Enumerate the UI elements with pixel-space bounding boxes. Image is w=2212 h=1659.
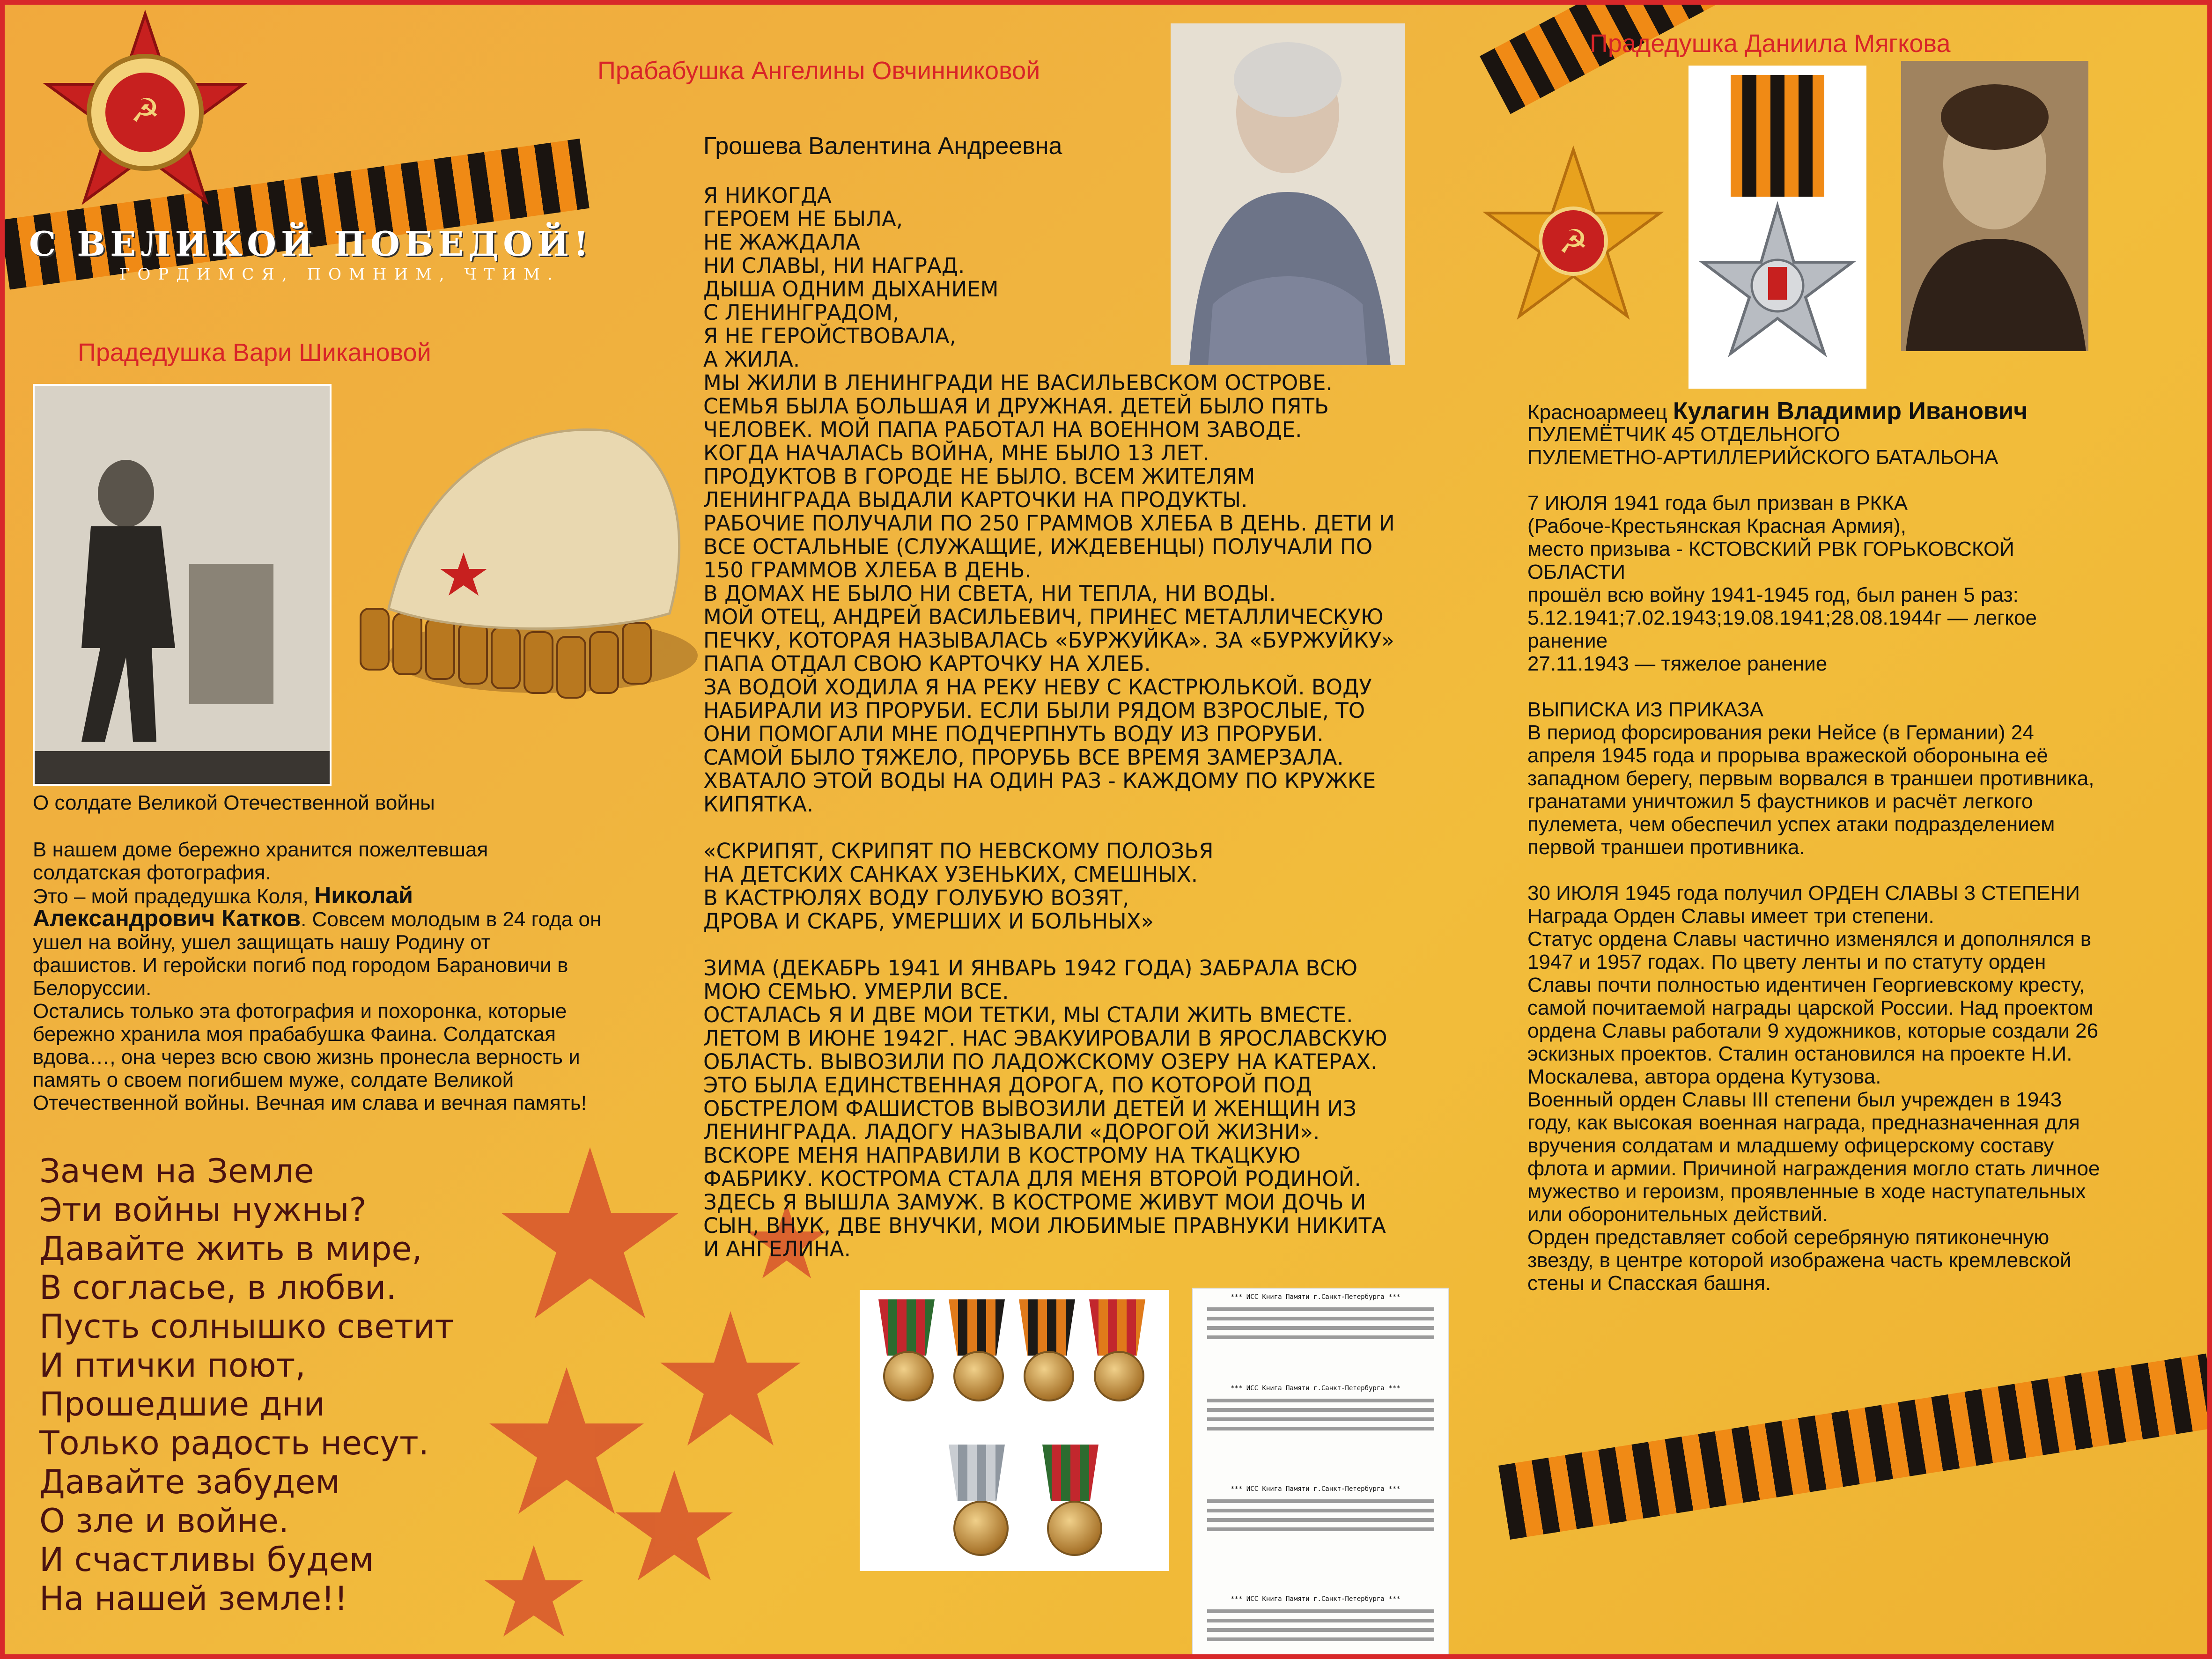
st-george-ribbon-bottom-right (1498, 1354, 2212, 1540)
right-story: ПУЛЕМЁТЧИК 45 ОТДЕЛЬНОГО ПУЛЕМЕТНО-АРТИЛЛЕРИЙСКОГО БАТАЛЬОНА 7 ИЮЛЯ 1941 года был призван в РККА (Рабоче-Крестьянская Красная Армия), место призыва - КСТОВСКИЙ РВК ГОРЬКОВСКОЙ ОБЛАСТИ прошёл всю войну 1941-1945 год, был ранен 5 раз: 5.12.1941;7.02.1943;19.08.1941;28.08.1944г — легкое ранение 27.11.1943 — тяжелое ранение ВЫПИСКА ИЗ ПРИКАЗА В период форсирования реки Нейсе (в Германии) 24 апреля 1945 года и прорыва вражеской оборонына её западном берегу, первым ворвался в траншеи противника, гранатами уничтожил 5 фаустников и расчёт легкого пулемета, чем обеспечил успех атаки подразделением первой траншеи противника. 30 ИЮЛЯ 1945 года получил ОРДЕН СЛАВЫ 3 СТЕПЕНИ Награда Орден Славы имеет три степени. Статус ордена Славы частично изменялся и дополнялся в 1947 и 1957 годах. По цвету ленты и по статуту орден Славы почти полностью идентичен Георгиевскому кресту, самой почитаемой награды царской России. Над проектом ордена Славы работали 9 художников, которые создали 26 эскизных проектов. Сталин остановился на проекте Н.И. Москалева, автора ордена Кутузова. Военный орден Славы III степени был учрежден в 1943 году, как высокая военная награда, предназначенная для вручения солдатам и младшему офицерскому составу флота и армии. Причиной награждения могло стать личное мужество и героизм, проявленные в ходе наступательных или оборонительных действий. Орден представляет собой серебряную пятиконечную звезду, в центре которой изображена часть кремлевской стены и Спасская башня. (1527, 423, 2100, 1295)
grandfather-name: Кулагин Владимир Иванович (1673, 398, 2028, 425)
medals-photo (860, 1290, 1169, 1571)
grandfather-portrait (1901, 61, 2088, 351)
order-of-glory-icon (1688, 66, 1866, 389)
memory-card-line (1207, 1399, 1434, 1402)
memory-card-line (1207, 1417, 1434, 1421)
soldier-figure (35, 386, 330, 784)
emblem-text (70, 42, 76, 43)
memory-book-sheet (1192, 1288, 1449, 1657)
memory-card-line (1207, 1408, 1434, 1412)
left-text-para2 (33, 884, 698, 908)
medal-ribbon-5 (949, 1445, 1005, 1501)
middle-story: Я НИКОГДА ГЕРОЕМ НЕ БЫЛА, НЕ ЖАЖДАЛА НИ СЛАВЫ, НИ НАГРАД. ДЫША ОДНИМ ДЫХАНИЕМ С ЛЕНИНГРАДОМ, Я НЕ ГЕРОЙСТВОВАЛА, А ЖИЛА. МЫ ЖИЛИ В ЛЕНИНГРАДИ НЕ ВАСИЛЬЕВСКОМ ОСТРОВЕ. СЕМЬЯ БЫЛА БОЛЬШАЯ И ДРУЖНАЯ. ДЕТЕЙ БЫЛО ПЯТЬ ЧЕЛОВЕК. МОЙ ПАПА РАБОТАЛ НА ВОЕННОМ ЗАВОДЕ. КОГДА НАЧАЛАСЬ ВОЙНА, МНЕ БЫЛО 13 ЛЕТ. ПРОДУКТОВ В ГОРОДЕ НЕ БЫЛО. ВСЕМ ЖИТЕЛЯМ ЛЕНИНГРАДА ВЫДАЛИ КАРТОЧКИ НА ПРОДУКТЫ. РАБОЧИЕ ПОЛУЧАЛИ ПО 250 ГРАММОВ ХЛЕБА В ДЕНЬ. ДЕТИ И ВСЕ ОСТАЛЬНЫЕ (СЛУЖАЩИЕ, ИЖДЕВЕНЦЫ) ПОЛУЧАЛИ ПО 150 ГРАММОВ ХЛЕБА В ДЕНЬ. В ДОМАХ НЕ БЫЛО НИ СВЕТА, НИ ТЕПЛА, НИ ВОДЫ. МОЙ ОТЕЦ, АНДРЕЙ ВАСИЛЬЕВИЧ, ПРИНЕС МЕТАЛЛИЧЕСКУЮ ПЕЧКУ, КОТОРАЯ НАЗЫВАЛАСЬ «БУРЖУЙКА». ЗА «БУРЖУЙКУ» ПАПА ОТДАЛ СВОЮ КАРТОЧКУ НА ХЛЕБ. ЗА ВОДОЙ ХОДИЛА Я НА РЕКУ НЕВУ С КАСТРЮЛЬКОЙ. ВОДУ НАБИРАЛИ ИЗ ПРОРУБИ. ЕСЛИ БЫЛИ РЯДОМ ВЗРОСЛЫЕ, ТО ОНИ ПОМОГАЛИ МНЕ ПОДЧЕРПНУТЬ ВОДУ ИЗ ПРОРУБИ. САМОЙ БЫЛО ТЯЖЕЛО, ПРОРУБЬ ВСЕ ВРЕМЯ ЗАМЕРЗАЛА. ХВАТАЛО ЭТОЙ ВОДЫ НА ОДИН РАЗ - КАЖДОМУ ПО КРУЖКЕ КИПЯТКА. «СКРИПЯТ, СКРИПЯТ ПО НЕВСКОМУ ПОЛОЗЬЯ НА ДЕТСКИХ САНКАХ УЗЕНЬКИХ, СМЕШНЫХ. В КАСТРЮЛЯХ ВОДУ ГОЛУБУЮ ВОЗЯТ, ДРОВА И СКАРБ, УМЕРШИХ И БОЛЬНЫХ» ЗИМА (ДЕКАБРЬ 1941 И ЯНВАРЬ 1942 ГОДА) ЗАБРАЛА ВСЮ МОЮ СЕМЬЮ. УМЕРЛИ ВСЕ. ОСТАЛАСЬ Я И ДВЕ МОИ ТЕТКИ, МЫ СТАЛИ ЖИТЬ ВМЕСТЕ. ЛЕТОМ В ИЮНЕ 1942Г. НАС ЭВАКУИРОВАЛИ В ЯРОСЛАВСКУЮ ОБЛАСТЬ. ВЫВОЗИЛИ ПО ЛАДОЖСКОМУ ОЗЕРУ НА КАТЕРАХ. ЭТО БЫЛА ЕДИНСТВЕННАЯ ДОРОГА, ПО КОТОРОЙ ПОД ОБСТРЕЛОМ ФАШИСТОВ ВЫВОЗИЛИ ДЕТЕЙ И ЖЕНЩИН ИЗ ЛЕНИНГРАДА. ЛАДОГУ НАЗЫВАЛИ «ДОРОГОЙ ЖИЗНИ». ВСКОРЕ МЕНЯ НАПРАВИЛИ В КОСТРОМУ НА ТКАЦКУЮ ФАБРИКУ. КОСТРОМА СТАЛА ДЛЯ МЕНЯ ВТОРОЙ РОДИНОЙ. ЗДЕСЬ Я ВЫШЛА ЗАМУЖ. В КОСТРОМЕ ЖИВУТ МОИ ДОЧЬ И СЫН, ВНУК, ДВЕ ВНУЧКИ, МОИ ЛЮБИМЫЕ ПРАВНУКИ НИКИТА И АНГЕЛИНА. (703, 183, 1395, 1261)
memory-card-header-2: *** ИСС Книга Памяти г.Санкт-Петербурга *** (1231, 1385, 1401, 1392)
memory-card-line (1207, 1326, 1434, 1330)
memory-card-line (1207, 1628, 1434, 1632)
middle-heading: Прабабушка Ангелины Овчинниковой (597, 57, 1040, 85)
memory-card-line (1207, 1307, 1434, 1311)
right-heading: Прадедушка Даниила Мягкова (1590, 29, 1951, 58)
grandfather-photo (1901, 61, 2088, 351)
order-of-patriotic-war-icon (33, 9, 258, 215)
banner-title: С ВЕЛИКОЙ ПОБЕДОЙ! (29, 224, 593, 264)
soldier-photo (33, 384, 332, 786)
medal-ribbon-2 (949, 1299, 1005, 1356)
memory-card-line (1207, 1509, 1434, 1512)
left-text-title: О солдате Великой Отечественной войны (33, 791, 435, 814)
poem: Зачем на Земле Эти войны нужны? Давайте жить в мире, В согласье, в любви. Пусть солнышко светит И птички поют, Прошедшие дни Только радость несут. Давайте забудем О зле и войне. И счастливы будем На нашей земле!! (39, 1152, 454, 1618)
banner-subtitle: ГОРДИМСЯ, ПОМНИМ, ЧТИМ. (119, 265, 560, 284)
medal-6 (1047, 1501, 1102, 1556)
left-intro: Это – мой прадедушка Коля, (33, 885, 315, 908)
medal-ribbon-4 (1089, 1299, 1145, 1356)
red-star-emblem-icon (1475, 140, 1672, 337)
medal-1 (883, 1351, 934, 1401)
medal-ribbon-6 (1042, 1445, 1099, 1501)
memory-card-line (1207, 1427, 1434, 1430)
left-text-para1: В нашем доме бережно хранится пожелтевшая солдатская фотография. (33, 838, 488, 884)
memory-card-line (1207, 1637, 1434, 1641)
medal-4 (1094, 1351, 1144, 1401)
medal-2 (953, 1351, 1004, 1401)
medal-3 (1024, 1351, 1074, 1401)
memory-card-line (1207, 1335, 1434, 1339)
memory-card-header-1: *** ИСС Книга Памяти г.Санкт-Петербурга *** (1231, 1293, 1401, 1301)
svg-text:☭: ☭ (130, 91, 160, 130)
right-name-line (1527, 397, 2028, 425)
field-cap-icon (347, 412, 702, 730)
memory-card-header-3: *** ИСС Книга Памяти г.Санкт-Петербурга *** (1231, 1485, 1401, 1493)
left-text-para3 (33, 907, 698, 1114)
soldier-name-rest: Александрович Катков (33, 905, 301, 931)
medal-ribbon-1 (878, 1299, 935, 1356)
memory-card-line (1207, 1499, 1434, 1503)
medal-ribbon-3 (1019, 1299, 1075, 1356)
rank: Красноармеец (1527, 401, 1673, 424)
left-story: . Совсем молодым в 24 года он ушел на войну, ушел защищать нашу Родину от фашистов. И геройски погиб под городом Барановичи в Белоруссии. Остались только эта фотография и похоронка, которые бережно хранила моя прабабушка Фаина. Солдатская вдова…, она через всю свою жизнь пронесла верность и память о своем погибшем муже, солдате Великой Отечественной войны. Вечная им слава и вечная память! (33, 908, 602, 1114)
memory-card-line (1207, 1619, 1434, 1622)
memory-card-line (1207, 1527, 1434, 1531)
left-heading: Прадедушка Вари Шикановой (78, 339, 431, 367)
middle-name: Грошева Валентина Андреевна (703, 133, 1062, 160)
medal-5 (953, 1501, 1009, 1556)
memory-card-line (1207, 1317, 1434, 1320)
soldier-name-first: Николай (314, 882, 413, 908)
memory-card-line (1207, 1518, 1434, 1522)
svg-text:☭: ☭ (1558, 222, 1588, 261)
memory-card-header-4: *** ИСС Книга Памяти г.Санкт-Петербурга *** (1231, 1595, 1401, 1603)
memory-card-line (1207, 1609, 1434, 1613)
